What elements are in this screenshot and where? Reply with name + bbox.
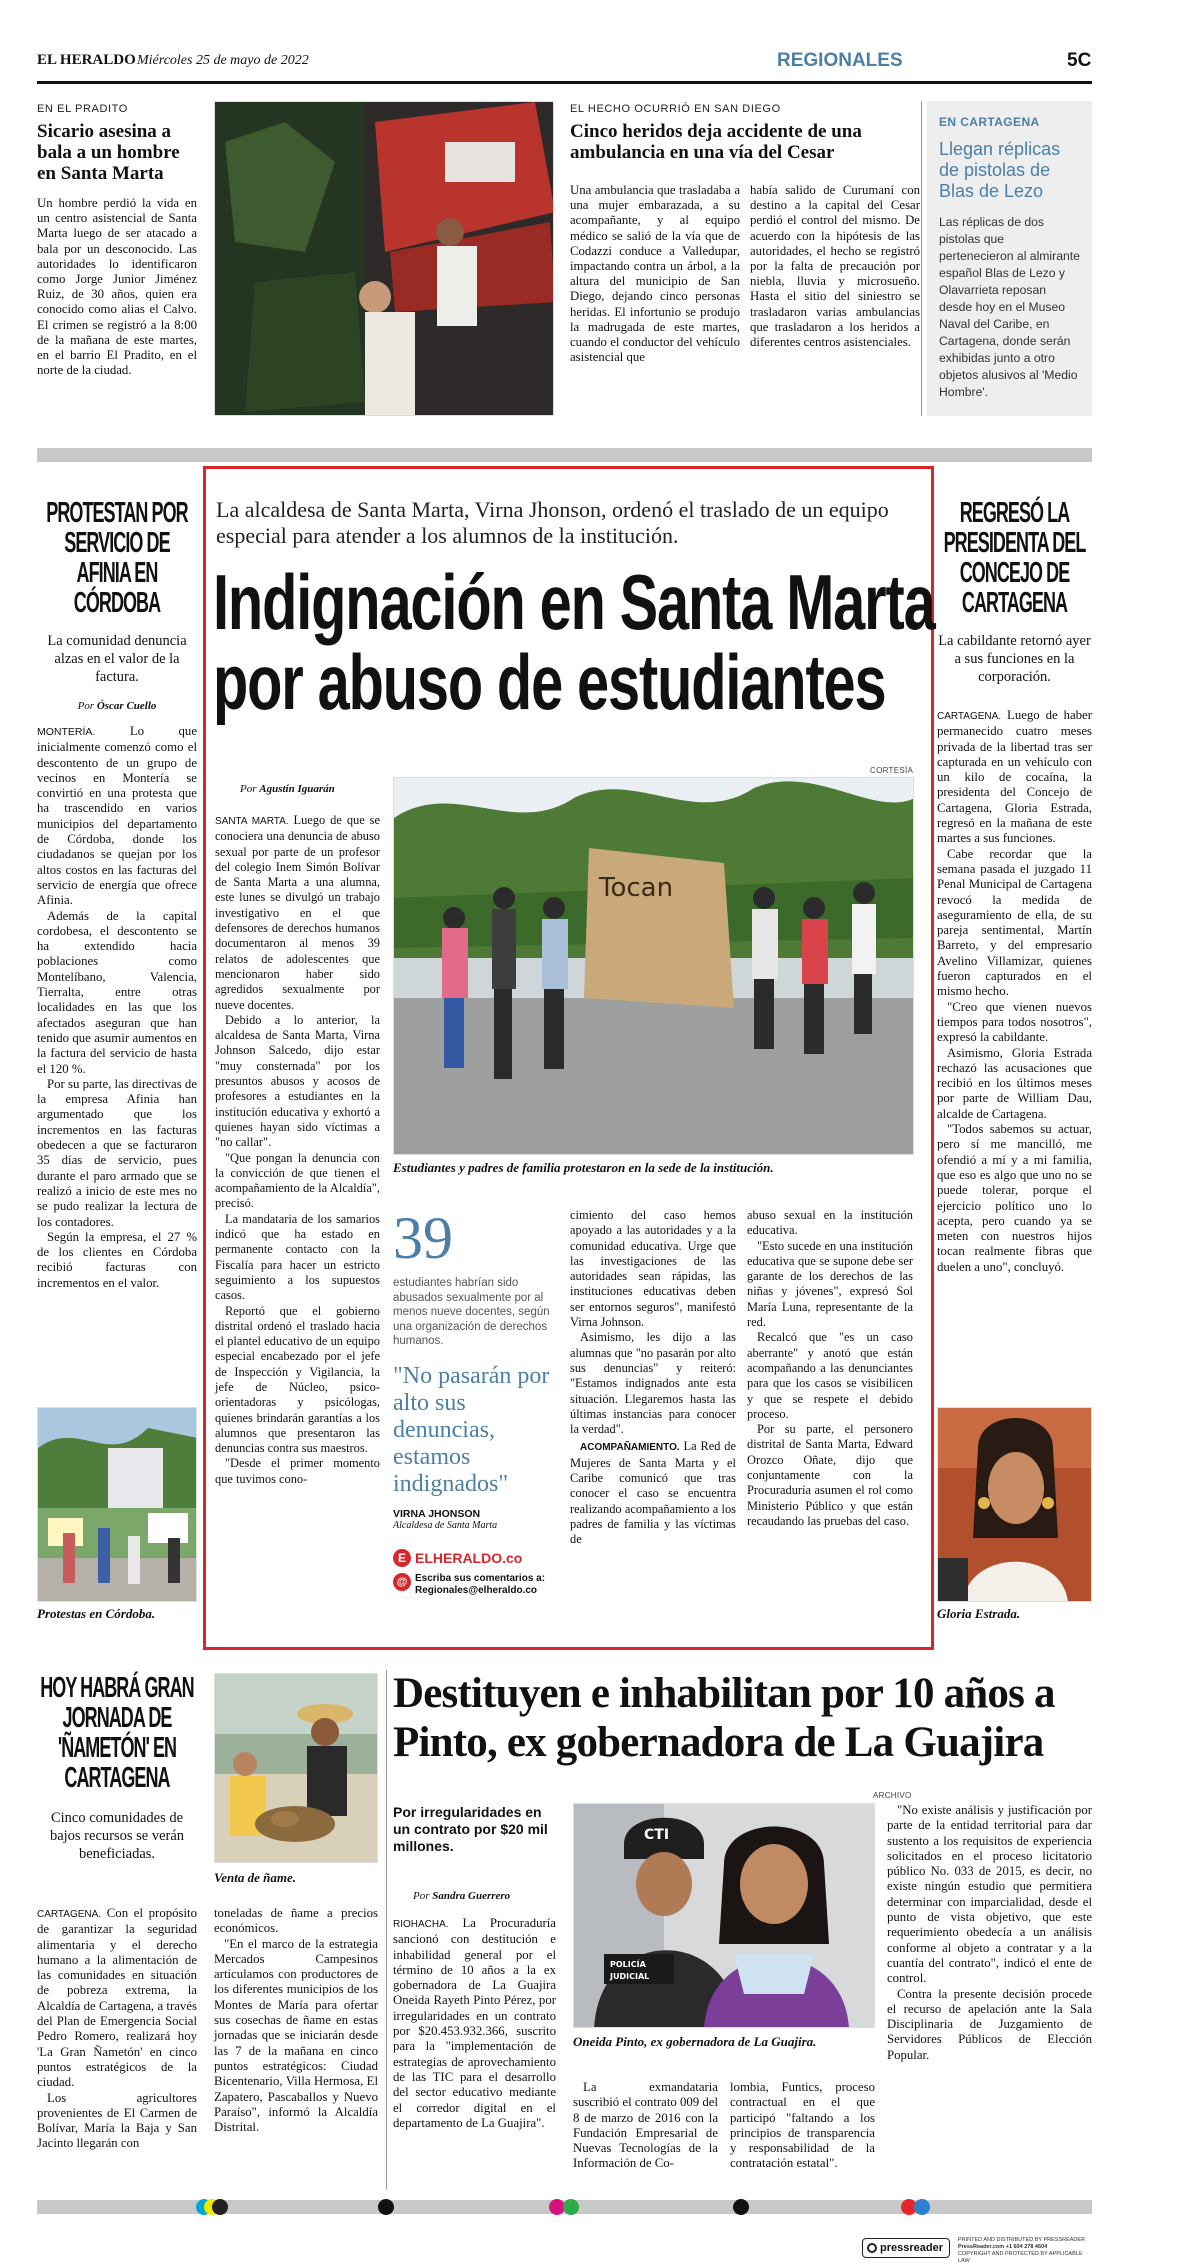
register-mark-black: [733, 2199, 749, 2215]
printed-line: PRINTED AND DISTRIBUTED BY PRESSREADER: [958, 2237, 1086, 2243]
gloria-photo: [937, 1407, 1092, 1602]
gloria-caption: Gloria Estrada.: [937, 1606, 1021, 1621]
headline: Sicario asesina a bala a un hombre en Santa Marta: [37, 121, 180, 184]
para: Reportó que el gobierno distrital ordenó el traslado hacia el plantel educativo de un equipo especial encabezado por el jefe de Inspección y Vigilancia, la jefe de Núcleo, psico-orientadoras y psicólogas, quienes brindarán garantías a los alumnos que presentaron las denuncias contra sus maestros.: [215, 1303, 380, 1456]
main-deck: La alcaldesa de Santa Marta, Virna Jhonson, ordenó el traslado de un equipo especial para atender a los alumnos de la institución.: [216, 497, 889, 548]
para: "No existe análisis y justificación por parte de la entidad territorial para dar sustento a los requisitos de experiencia solicitados en el proceso licitatorio público No. 033 de 2015, es decir, no existe ningún estudio que permitiera determinar con imparcialidad, desde el punto de vista objetivo, que este requerimiento obedecía a un análisis conforme al objeto a contratar y a la cuantía del contrato", indicó el ente de control.: [887, 1803, 1092, 1986]
register-mark-black: [378, 2199, 394, 2215]
body-3: "Creo que vienen nuevos tiempos para todos nosotros", expresó la cabildante.: [937, 999, 1092, 1045]
body-4: Según la empresa, el 27 % de los clientes en Córdoba recibió facturas con incrementos en el valor.: [37, 1229, 197, 1290]
protest-photo: [393, 777, 914, 1155]
para: abuso sexual en la institución educativa.: [747, 1208, 913, 1238]
register-mark-blue: [914, 2199, 930, 2215]
dateline: MONTERÍA.: [37, 726, 96, 738]
ambulance-photo: [214, 101, 554, 416]
divider: [386, 1670, 387, 2190]
byline: [37, 700, 197, 712]
para: [215, 813, 380, 1013]
main-photo-credit: CORTESÍA: [870, 766, 914, 775]
kicker: EL HECHO OCURRIÓ EN SAN DIEGO: [570, 103, 781, 115]
stat-block: [393, 1205, 555, 1597]
para: Por su parte, el personero distrital de Santa Marta, Edward Orozco Oñate, dijo que conjuntamente con la Procuraduría asumen el rol como Ministerio Público y que están recaudando las pruebas del caso.: [747, 1422, 913, 1528]
para: [37, 1906, 197, 2091]
para: "En el marco de la estrategia Mercados Campesinos articulamos con productores de los diferentes municipios de los Montes de María para ofertar sus cosechas de ñame en estas jornadas que se iniciarán desde las 7 de la mañana en cinco puntos estratégicos: Ciudad Bicentenario, Villa Hermosa, El Zapatero, Pascaballos y Nuevo Paraíso", informó la Alcaldía Distrital.: [214, 1936, 378, 2135]
body-2: Cabe recordar que la semana pasada el juzgado 11 Penal Municipal de Cartagena revocó la medida de aseguramiento de ella, de su pareja sentimental, Martín Barreto, y del empresario Avelino Villamizar, quienes fueron capturados en el mismo hecho.: [937, 846, 1092, 999]
body-text: Lo que inicialmente comenzó como el descontento de un grupo de vecinos en Montería se convirtió en una protesta que ha trascendido en varios municipios del departamento de Córdoba, donde los ciudadanos se quejan por los altos costos en las facturas del servicio de energía que ofrece Afinia.: [37, 724, 197, 908]
para-text: Luego de que se conociera una denuncia de abuso sexual por parte de un profesor del colegio Inem Simón Bolívar de Santa Marta a una alumna, este lunes se divulgó un trabajo investigativo en el que defensores de derechos humanos documentaron al menos 39 relatos de adolescentes que mencionaron haber sido agredidos sexualmente por nueve docentes.: [215, 813, 380, 1012]
at-sign-icon: @: [393, 1573, 411, 1591]
main-photo-caption: Estudiantes y padres de familia protestaron en la sede de la institución.: [393, 1160, 774, 1175]
pressreader-info: [958, 2237, 1092, 2265]
main-col-4: [747, 1208, 913, 1529]
sign-text: Tocan: [599, 873, 674, 903]
quote-role: Alcaldesa de Santa Marta: [393, 1519, 498, 1531]
dateline: CARTAGENA.: [37, 1909, 102, 1920]
name-photo-caption: Venta de ñame.: [214, 1870, 296, 1885]
para: toneladas de ñame a precios económicos.: [214, 1906, 378, 1936]
body: Las réplicas de dos pistolas que pertenecieron al almirante español Blas de Lezo y Olavarrieta reposan desde hoy en el Museo Naval del Caribe, en Cartagena, donde serán exhibidas junto a otro objetos alusivos al 'Medio Hombre'.: [939, 215, 1080, 399]
svg-text:JUDICIAL: JUDICIAL: [610, 1972, 650, 1981]
para: [570, 1439, 736, 1547]
pinto-caption: Oneida Pinto, ex gobernadora de La Guajira.: [573, 2034, 817, 2049]
page-number: 5C: [1067, 50, 1092, 71]
body-col-2: había salido de Curumaní con destino a la capital del Cesar perdió el control del mismo. De acuerdo con la hipótesis de las autoridades, el hecho se registró por la falta de precaución por niebla, lluvia y microsueño. Hasta el sitio del siniestro se trasladaron varias ambulancias que trasladaron a los heridos a diferentes centros asistenciales.: [750, 183, 920, 350]
body: Un hombre perdió la vida en un centro asistencial de Santa Marta luego de ser atacado a bala por un desconocido. Las autoridades lo identificaron como Jorge Junior Jiménez Ruiz, de 30 años, quien era conocido como alias el Calvo. El crimen se registró a la 8:00 de la mañana de este martes, en el barrio El Pradito, en el norte de la ciudad.: [37, 196, 197, 378]
masthead-rule: [37, 81, 1092, 84]
para: Los agricultores provenientes de El Carmen de Bolívar, María la Baja y San Jacinto llegarán con: [37, 2090, 197, 2151]
para: Recalcó que "es un caso aberrante" y anotó que están acompañando a las denunciantes para que los casos se visibilicen y que se respete el debido proceso.: [747, 1330, 913, 1421]
summary: Cinco comunidades de bajos recursos se verán beneficiadas.: [49, 1810, 185, 1862]
brand-logo-icon: E: [393, 1549, 411, 1567]
paper-name: EL HERALDO: [37, 52, 136, 68]
pinto-photo: [573, 1803, 875, 2028]
byline-prefix: Por: [77, 700, 95, 712]
name-col-2: [214, 1906, 378, 2135]
concejo-story: [937, 498, 1092, 1275]
svg-text:POLICÍA: POLICÍA: [610, 1960, 646, 1969]
pradito-story: [37, 103, 197, 378]
pull-quote: "No pasarán por alto sus denuncias, estamos indignados": [393, 1362, 550, 1497]
main-headline: [213, 558, 935, 726]
guajira-photo-credit: ARCHIVO: [873, 1791, 912, 1800]
body-5: "Todos sabemos su actuar, pero sí me mancilló, me ofendió a mí y a mi familia, que eso es algo que uno no se puede tolerar, porque el ejercicio político uno lo acepta, pero cuando ya se meten con nuestros hijos tocan realmente fibras que duelen a uno", concluyó.: [937, 1122, 1092, 1274]
register-mark-black: [212, 2199, 228, 2215]
cesar-story: [570, 103, 920, 365]
guajira-col-3: lombia, Funtics, proceso contractual en el que participó "faltando a los principios de transparencia y responsabilidad de la contratación estatal".: [730, 2080, 875, 2171]
stat-text: estudiantes habrían sido abusados sexualmente por al menos nueve docentes, según una organización de derechos humanos.: [393, 1277, 550, 1347]
headline: Cinco heridos deja accidente de una ambulancia en una vía del Cesar: [570, 121, 862, 163]
name-photo: [214, 1673, 378, 1863]
para-text: Con el propósito de garantizar la seguridad alimentaria y el derecho humano a la alimentación de las comunidades en situación de pobreza extrema, la Alcaldía de Cartagena, a través del Plan de Emergencia Social Pedro Romero, realizará hoy 'La Gran Ñametón' en cinco puntos estratégicos de la ciudad.: [37, 1906, 198, 2090]
section-title: REGIONALES: [777, 50, 903, 71]
guajira-col-2: La exmandataria suscribió el contrato 009 del 8 de marzo de 2016 con la Fundación Empresarial de Nuevas Tecnologías de la Información de Co-: [573, 2080, 718, 2171]
issue-date: Miércoles 25 de mayo de 2022: [137, 53, 309, 68]
write-label: Escriba sus comentarios a:: [415, 1572, 546, 1584]
para: "Que pongan la denuncia con la convicción de que tienen el acompañamiento de la Alcaldía", precisó.: [215, 1150, 380, 1211]
headline: REGRESÓ LA PRESIDENTA DEL CONCEJO DE CARTAGENA: [943, 497, 1086, 619]
para: cimiento del caso hemos apoyado a las autoridades y a la comunidad educativa. Urge que las investigaciones de las autoridades sean rápidas, las instituciones educativas deben ser entornos seguros", manifestó Virna Johnson.: [570, 1208, 736, 1330]
pressreader-icon: [867, 2243, 877, 2253]
cartagena-box: [927, 101, 1092, 416]
main-headline-line-1: Indignación en Santa Marta: [213, 558, 935, 646]
comment-email[interactable]: Regionales@elheraldo.co: [415, 1584, 538, 1596]
comment-line: [393, 1573, 555, 1597]
dateline: RIOHACHA.: [393, 1919, 449, 1930]
main-headline-line-2: por abuso de estudiantes: [213, 638, 886, 726]
byline-prefix: Por: [413, 1890, 430, 1902]
body-1: [937, 708, 1092, 847]
stat-number: 39: [393, 1205, 453, 1271]
guajira-col-1: [393, 1916, 556, 2131]
site-line: PressReader.com +1 604 278 4604: [958, 2244, 1048, 2250]
para: Contra la presente decisión procede el recurso de apelación ante la Sala Disciplinaria de Juzgamiento de Servidores Públicos de Elección Popular.: [887, 1986, 1092, 2062]
pressreader-badge[interactable]: [862, 2236, 1092, 2262]
afinia-story: [37, 498, 197, 1291]
brand-name: ELHERALDO.co: [415, 1549, 523, 1566]
cordoba-caption: Protestas en Córdoba.: [37, 1606, 156, 1621]
guajira-summary: Por irregularidades en un contrato por $20 mil millones.: [393, 1804, 548, 1854]
guajira-headline: Destituyen e inhabilitan por 10 años a Pinto, ex gobernadora de La Guajira: [393, 1670, 1055, 1766]
quote-name: VIRNA JHONSON: [393, 1507, 481, 1520]
para: "Desde el primer momento que tuvimos cono-: [215, 1456, 380, 1486]
para-text: La Procuraduría sancionó con destitución e inhabilidad general por el término de 10 años a la ex gobernadora de La Guajira Oneida Rayeth Pinto Pérez, por irregularidades en un contrato por $20.453.932.366, suscrito para la "implementación de estrategias de aprovechamiento de las TIC para el desarrollo del sector educativo mediante el corredor digital en el departamento de La Guajira".: [393, 1916, 556, 2130]
subhead: ACOMPAÑAMIENTO.: [580, 1442, 680, 1454]
body-text: Luego de haber permanecido cuatro meses privada de la libertad tras ser capturada en un vehículo con un kilo de cocaína, la presidenta del Concejo de Cartagena, Gloria Estrada, regresó en la mañana de este martes a sus funciones.: [937, 708, 1092, 846]
dateline: SANTA MARTA.: [215, 816, 289, 827]
dateline: CARTAGENA.: [937, 711, 1002, 722]
brand-line: [393, 1549, 555, 1567]
kicker: EN EL PRADITO: [37, 103, 128, 115]
cap-badge: CTI: [644, 1827, 670, 1843]
headline: HOY HABRÁ GRAN JORNADA DE 'ÑAMETÓN' EN CARTAGENA: [40, 1672, 194, 1794]
kicker: EN CARTAGENA: [939, 115, 1040, 129]
guajira-col-4: [887, 1803, 1092, 2063]
para: Debido a lo anterior, la alcaldesa de Santa Marta, Virna Johnson Salcedo, dijo estar "muy consternada" por los presuntos abusos y acosos de profesores a estudiantes en la institución educativa y exhortó a quienes hayan sido víctimas a "no callar".: [215, 1012, 380, 1150]
cordoba-photo: [37, 1407, 197, 1602]
main-byline: [240, 783, 335, 795]
divider: [921, 101, 922, 416]
headline: Llegan réplicas de pistolas de Blas de Lezo: [939, 139, 1061, 201]
main-col-1: [215, 813, 380, 1487]
para-text: La Red de Mujeres de Santa Marta y el Caribe comunicó que tras conocer el caso se encuentra realizando acompañamiento a los padres de familia y las víctimas de: [570, 1439, 736, 1547]
body-4: Asimismo, Gloria Estrada rechazó las acusaciones que recibió en los últimos meses por parte de William Dau, alcalde de Cartagena.: [937, 1045, 1092, 1121]
copyright-line: COPYRIGHT AND PROTECTED BY APPLICABLE LAW: [958, 2251, 1083, 2264]
main-col-3: [570, 1208, 736, 1548]
guajira-byline: [413, 1890, 510, 1902]
byline-name: Óscar Cuello: [96, 700, 157, 712]
body-col-1: Una ambulancia que trasladaba a una mujer embarazada, a su acompañante, y al equipo médico se salió de la vía que de Codazzi conduce a Valledupar, impactando contra un árbol, a la altura del municipio de San Diego, dejando cinco personas heridas. El infortunio se produjo la madrugada de este martes, cuando el conductor del vehículo asistencial que: [570, 183, 740, 365]
para: Asimismo, les dijo a las alumnas que "no pasarán por alto sus denuncias" y reiteró: "Estamos indignados ante esta situación. Llegaremos hasta las últimas instancias para conocer la verdad".: [570, 1330, 736, 1437]
pressreader-name: pressreader: [880, 2242, 943, 2254]
comment-text: [415, 1573, 545, 1597]
headline: PROTESTAN POR SERVICIO DE AFINIA EN CÓRDOBA: [46, 497, 188, 619]
body-2: Además de la capital cordobesa, el descontento se ha extendido hacia poblaciones como Montelíbano, Valencia, Tierralta, entre otras localidades en las que los afectados aseguran que han tenido que asumir aumentos en la factura del servicio de hasta el 120 %.: [37, 908, 197, 1076]
pressreader-logo: [862, 2238, 950, 2258]
gray-band: [37, 448, 1092, 462]
byline-prefix: Por: [240, 783, 257, 795]
name-story: [37, 1673, 197, 1863]
byline-name: Sandra Guerrero: [432, 1890, 511, 1902]
body-3: Por su parte, las directivas de la empresa Afinia han argumentado que los incrementos en las facturas obedecen a que se facturaron 35 días de servicio, pues durante el paro armado que se realizó a inicio de este mes no se pudo realizar la lectura de los contadores.: [37, 1076, 197, 1229]
para: La mandataria de los samarios indicó que ha estado en permanente contacto con la Fiscalía para hacer un estricto seguimiento a los supuestos casos.: [215, 1211, 380, 1303]
masthead: [37, 50, 1092, 80]
body-1: [37, 724, 197, 909]
name-col-1: [37, 1906, 197, 2152]
summary: La comunidad denuncia alzas en el valor de la factura.: [47, 633, 187, 685]
para: "Esto sucede en una institución educativa que se supone debe ser garante de los derechos de las niñas y jóvenes", expresó Sol María Luna, representante de la red.: [747, 1238, 913, 1330]
summary: La cabildante retornó ayer a sus funciones en la corporación.: [938, 633, 1091, 685]
register-mark-green: [563, 2199, 579, 2215]
byline-name: Agustín Iguarán: [259, 783, 335, 795]
